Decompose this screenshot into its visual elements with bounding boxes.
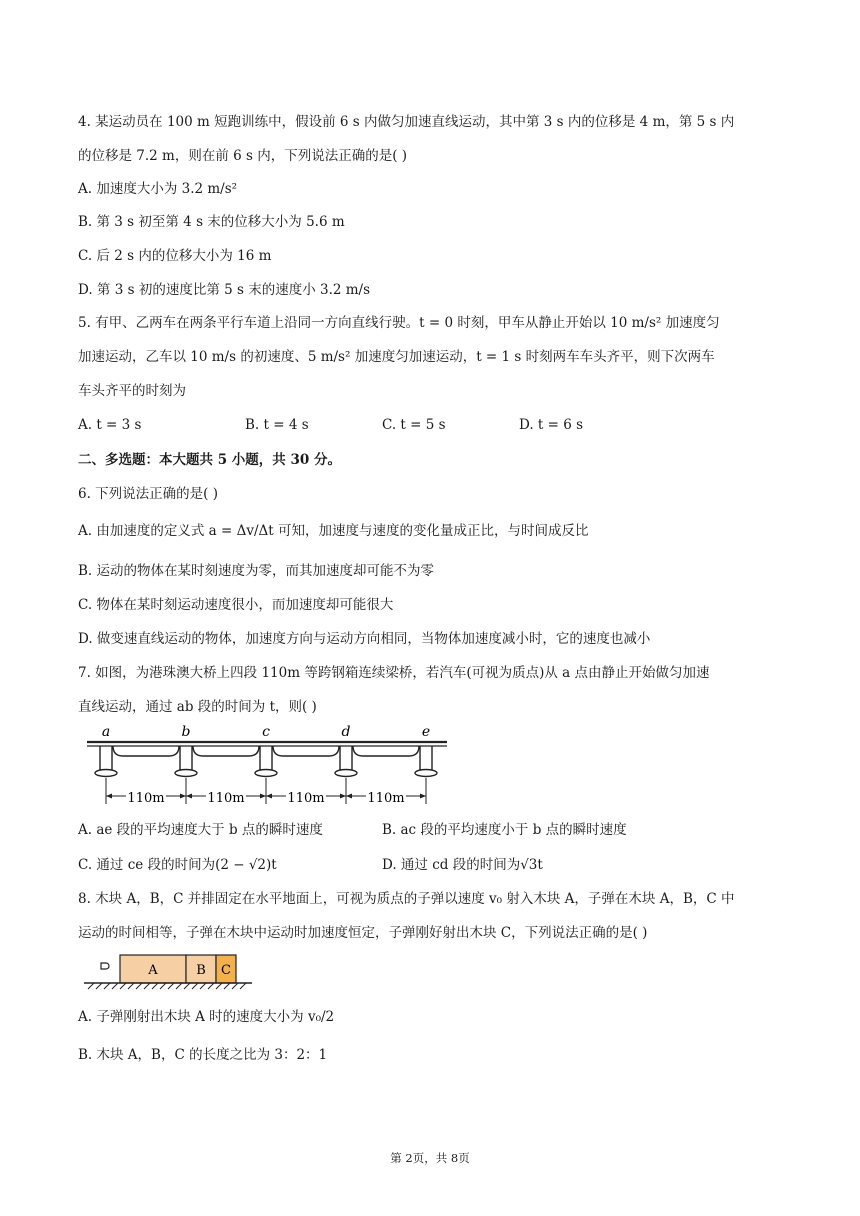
q6-option-d: D. 做变速直线运动的物体，加速度方向与运动方向相同，当物体加速度减小时，它的速度也减小: [78, 631, 651, 647]
q7-option-b: B. ac 段的平均速度小于 b 点的瞬时速度: [382, 822, 627, 838]
q4-option-d: D. 第 3 s 初的速度比第 5 s 末的速度小 3.2 m/s: [78, 282, 371, 298]
q7-option-a: A. ae 段的平均速度大于 b 点的瞬时速度: [78, 822, 323, 838]
q7-stem-line1: 7. 如图，为港珠澳大桥上四段 110m 等跨钢箱连续梁桥，若汽车(可视为质点)从 a 点由静止开始做匀加速: [78, 665, 710, 681]
q5-stem-line1: 5. 有甲、乙两车在两条平行车道上沿同一方向直线行驶。t = 0 时刻，甲车从静止开始以 10 m/s² 加速度匀: [78, 315, 720, 331]
q5-stem-line3: 车头齐平的时刻为: [78, 383, 186, 399]
bullet-icon: [101, 963, 109, 969]
q8-stem-line1: 8. 木块 A，B，C 并排固定在水平地面上，可视为质点的子弹以速度 v₀ 射入木块 A，子弹在木块 A，B，C 中: [78, 891, 735, 907]
q6-option-b: B. 运动的物体在某时刻速度为零，而其加速度却可能不为零: [78, 563, 435, 579]
q8-option-a: A. 子弹刚射出木块 A 时的速度大小为 v₀/2: [78, 1009, 335, 1025]
span-label-de: 110m: [367, 791, 405, 806]
q5-option-a: A. t = 3 s: [78, 417, 142, 433]
q5-option-c: C. t = 5 s: [382, 417, 446, 433]
q8-option-b: B. 木块 A，B，C 的长度之比为 3：2：1: [78, 1047, 328, 1063]
q6-stem: 6. 下列说法正确的是( ): [78, 486, 218, 502]
point-label-c: c: [262, 724, 270, 740]
block-label-a: A: [148, 963, 158, 978]
q5-stem-line2: 加速运动，乙车以 10 m/s 的初速度、5 m/s² 加速度匀加速运动，t = 1 s 时刻两车车头齐平，则下次两车: [78, 349, 715, 365]
q4-stem-line1: 4. 某运动员在 100 m 短跑训练中，假设前 6 s 内做匀加速直线运动，其中第 3 s 内的位移是 4 m，第 5 s 内: [78, 114, 735, 130]
span-label-bc: 110m: [207, 791, 245, 806]
q7-stem-line2: 直线运动，通过 ab 段的时间为 t，则( ): [78, 699, 317, 715]
block-label-c: C: [221, 963, 231, 978]
page-footer: 第 2页，共 8页: [390, 1151, 470, 1165]
block-label-b: B: [196, 963, 206, 978]
blocks-figure: [84, 950, 254, 992]
q4-option-b: B. 第 3 s 初至第 4 s 末的位移大小为 5.6 m: [78, 214, 345, 230]
point-label-d: d: [341, 724, 351, 740]
bridge-figure: [85, 722, 455, 810]
q8-stem-line2: 运动的时间相等，子弹在木块中运动时加速度恒定，子弹刚好射出木块 C，下列说法正确的是( ): [78, 925, 648, 941]
q5-option-d: D. t = 6 s: [519, 417, 584, 433]
q5-option-b: B. t = 4 s: [245, 417, 309, 433]
q4-option-a: A. 加速度大小为 3.2 m/s²: [78, 181, 238, 197]
q6-option-c: C. 物体在某时刻运动速度很小，而加速度却可能很大: [78, 597, 394, 613]
point-label-b: b: [181, 724, 191, 740]
section-title: 二、多选题：本大题共 5 小题，共 30 分。: [78, 452, 341, 468]
point-label-a: a: [101, 724, 111, 740]
q4-option-c: C. 后 2 s 内的位移大小为 16 m: [78, 248, 272, 264]
span-label-ab: 110m: [127, 791, 165, 806]
q7-option-c: C. 通过 ce 段的时间为(2 − √2)t: [78, 857, 277, 873]
span-label-cd: 110m: [287, 791, 325, 806]
q7-option-d: D. 通过 cd 段的时间为√3t: [382, 857, 543, 873]
q4-stem-line2: 的位移是 7.2 m，则在前 6 s 内，下列说法正确的是( ): [78, 148, 408, 164]
point-label-e: e: [421, 724, 431, 740]
q6-option-a: A. 由加速度的定义式 a = Δv/Δt 可知，加速度与速度的变化量成正比，与时间成反比: [78, 523, 589, 539]
